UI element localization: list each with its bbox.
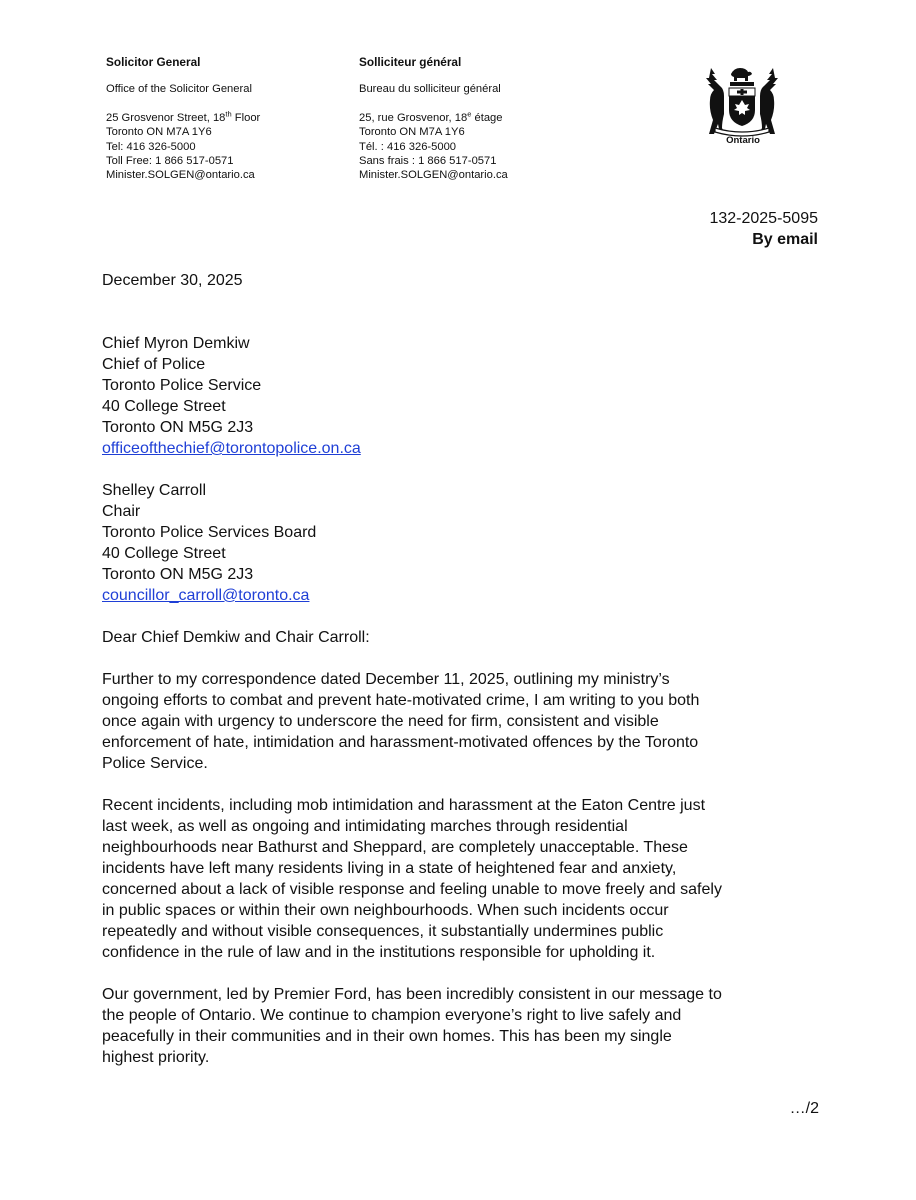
paragraph-line: Police Service. [102, 755, 208, 772]
ministry-title-en: Solicitor General [106, 55, 201, 69]
letterhead-french [359, 55, 599, 183]
reference-number: 132-2025-5095 [709, 210, 818, 227]
paragraph-line: repeatedly and without visible consequences, it substantially undermines public [102, 923, 664, 940]
paragraph-line: peacefully in their communities and in their own homes. This has been my single [102, 1028, 672, 1045]
letter-date: December 30, 2025 [102, 272, 243, 289]
street-address-fr: 25, rue Grosvenor, 18e étage [359, 109, 503, 124]
recipient-city: Toronto ON M5G 2J3 [102, 419, 254, 436]
recipient-organization: Toronto Police Service [102, 377, 262, 394]
paragraph-2 [102, 795, 822, 963]
paragraph-line: neighbourhoods near Bathurst and Sheppard, are completely unacceptable. These [102, 839, 688, 856]
toll-free-fr: Sans frais : 1 866 517-0571 [359, 155, 497, 168]
crest-label: Ontario [726, 135, 760, 146]
recipient-title: Chief of Police [102, 356, 206, 373]
recipient-organization: Toronto Police Services Board [102, 524, 317, 541]
city-address-fr: Toronto ON M7A 1Y6 [359, 126, 465, 139]
recipient-name: Chief Myron Demkiw [102, 335, 250, 352]
paragraph-line: concerned about a lack of visible response and feeling unable to move freely and safely [102, 881, 722, 898]
office-name-en: Office of the Solicitor General [106, 83, 252, 96]
paragraph-line: last week, as well as ongoing and intimidating marches through residential [102, 818, 628, 835]
toll-free-en: Toll Free: 1 866 517-0571 [106, 155, 234, 168]
recipient-block-1 [102, 333, 822, 459]
paragraph-1 [102, 669, 822, 774]
recipient-email-link[interactable]: councillor_carroll@toronto.ca [102, 587, 310, 604]
city-address-en: Toronto ON M7A 1Y6 [106, 126, 212, 139]
email-en: Minister.SOLGEN@ontario.ca [106, 169, 255, 182]
street-address-en: 25 Grosvenor Street, 18th Floor [106, 109, 261, 124]
recipient-city: Toronto ON M5G 2J3 [102, 566, 254, 583]
paragraph-line: in public spaces or within their own neighbourhoods. When such incidents occur [102, 902, 669, 919]
paragraph-line: Further to my correspondence dated December 11, 2025, outlining my ministry’s [102, 671, 670, 688]
paragraph-line: highest priority. [102, 1049, 210, 1066]
paragraph-line: ongoing efforts to combat and prevent hate-motivated crime, I am writing to you both [102, 692, 700, 709]
paragraph-line: Recent incidents, including mob intimidation and harassment at the Eaton Centre just [102, 797, 706, 814]
letterhead-english [106, 55, 346, 183]
paragraph-line: Our government, led by Premier Ford, has been incredibly consistent in our message to [102, 986, 722, 1003]
tel-en: Tel: 416 326-5000 [106, 140, 196, 153]
recipient-title: Chair [102, 503, 141, 520]
recipient-name: Shelley Carroll [102, 482, 207, 499]
recipient-block-2 [102, 480, 822, 606]
tel-fr: Tél. : 416 326-5000 [359, 140, 457, 153]
page-indicator: …/2 [789, 1100, 819, 1117]
recipient-street: 40 College Street [102, 545, 226, 562]
delivery-method: By email [752, 231, 818, 248]
recipient-email-link[interactable]: officeofthechief@torontopolice.on.ca [102, 440, 361, 457]
paragraph-line: enforcement of hate, intimidation and harassment-motivated offences by the Toronto [102, 734, 699, 751]
email-fr: Minister.SOLGEN@ontario.ca [359, 169, 508, 182]
salutation: Dear Chief Demkiw and Chair Carroll: [102, 629, 370, 646]
paragraph-3 [102, 984, 822, 1068]
ministry-title-fr: Solliciteur général [359, 55, 462, 69]
paragraph-line: confidence in the rule of law and in the institutions responsible for upholding it. [102, 944, 656, 961]
reference-block [709, 208, 818, 250]
paragraph-line: the people of Ontario. We continue to champion everyone’s right to live safely and [102, 1007, 682, 1024]
recipient-street: 40 College Street [102, 398, 226, 415]
paragraph-line: incidents have left many residents living in a state of heightened fear and anxiety, [102, 860, 677, 877]
paragraph-line: once again with urgency to underscore the need for firm, consistent and visible [102, 713, 659, 730]
office-name-fr: Bureau du solliciteur général [359, 83, 501, 96]
